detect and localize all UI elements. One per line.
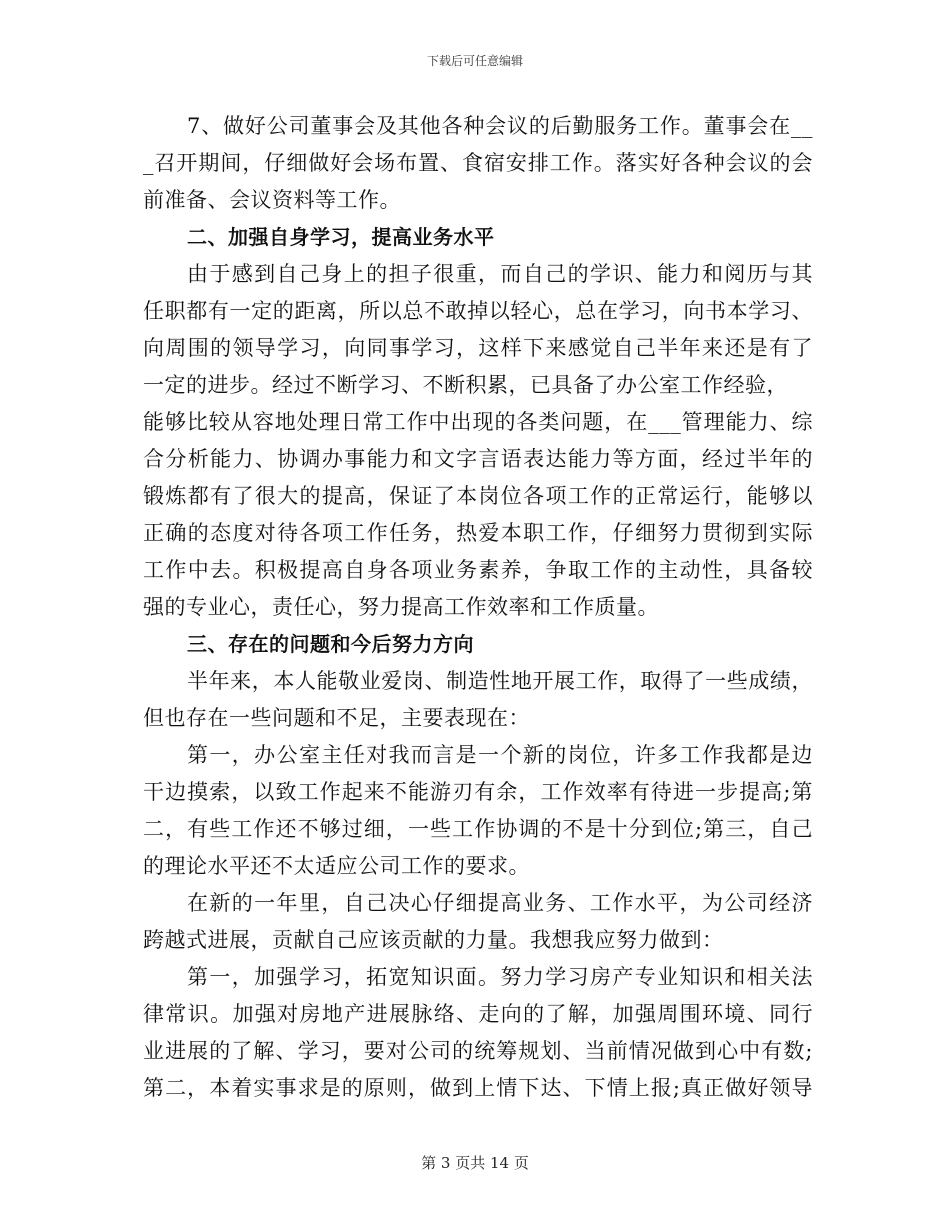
paragraph-line: 第二，本着实事求是的原则，做到上情下达、下情上报;真正做好领导 bbox=[143, 1076, 813, 1100]
paragraph-line: 半年来，本人能敬业爱岗、制造性地开展工作，取得了一些成绩， bbox=[187, 669, 813, 693]
paragraph-line: _召开期间，仔细做好会场布置、食宿安排工作。落实好各种会议的会 bbox=[143, 151, 813, 175]
paragraph-line: 跨越式进展，贡献自己应该贡献的力量。我想我应努力做到： bbox=[143, 928, 724, 952]
paragraph-line: 锻炼都有了很大的提高，保证了本岗位各项工作的正常运行，能够以 bbox=[143, 484, 813, 508]
section-heading: 二、加强自身学习，提高业务水平 bbox=[187, 225, 495, 249]
paragraph-line: 任职都有一定的距离，所以总不敢掉以轻心，总在学习，向书本学习、 bbox=[143, 299, 813, 323]
paragraph-line: 干边摸索，以致工作起来不能游刃有余，工作效率有待进一步提高;第 bbox=[143, 780, 813, 804]
paragraph-line: 由于感到自己身上的担子很重，而自己的学识、能力和阅历与其 bbox=[187, 262, 813, 286]
paragraph-line: 前准备、会议资料等工作。 bbox=[143, 188, 401, 212]
paragraph-line: 工作中去。积极提高自身各项业务素养，争取工作的主动性，具备较 bbox=[143, 558, 813, 582]
paragraph-line: 向周围的领导学习，向同事学习，这样下来感觉自己半年来还是有了 bbox=[143, 336, 813, 360]
section-heading: 三、存在的问题和今后努力方向 bbox=[187, 632, 474, 656]
paragraph-line: 合分析能力、协调办事能力和文字言语表达能力等方面，经过半年的 bbox=[143, 447, 813, 471]
paragraph-line: 律常识。加强对房地产进展脉络、走向的了解，加强周围环境、同行 bbox=[143, 1002, 813, 1026]
paragraph-line: 业进展的了解、学习，要对公司的统筹规划、当前情况做到心中有数; bbox=[143, 1039, 813, 1063]
page-footer: 第 3 页共 14 页 bbox=[421, 1154, 529, 1172]
paragraph-line: 7、做好公司董事会及其他各种会议的后勤服务工作。董事会在__ bbox=[187, 114, 813, 138]
paragraph-line: 第一，办公室主任对我而言是一个新的岗位，许多工作我都是边 bbox=[187, 743, 813, 767]
page-header: 下载后可任意编辑 bbox=[426, 54, 523, 68]
paragraph-line: 的理论水平还不太适应公司工作的要求。 bbox=[143, 854, 530, 878]
paragraph-line: 能够比较从容地处理日常工作中出现的各类问题，在___管理能力、综 bbox=[143, 410, 813, 434]
paragraph-line: 二，有些工作还不够过细，一些工作协调的不是十分到位;第三，自己 bbox=[143, 817, 813, 841]
paragraph-line: 一定的进步。经过不断学习、不断积累，已具备了办公室工作经验， bbox=[143, 373, 788, 397]
paragraph-line: 第一，加强学习，拓宽知识面。努力学习房产专业知识和相关法 bbox=[187, 965, 813, 989]
paragraph-line: 但也存在一些问题和不足，主要表现在： bbox=[143, 706, 530, 730]
document-body bbox=[143, 108, 813, 1107]
paragraph-line: 强的专业心，责任心，努力提高工作效率和工作质量。 bbox=[143, 595, 659, 619]
paragraph-line: 在新的一年里，自己决心仔细提高业务、工作水平，为公司经济 bbox=[187, 891, 813, 915]
paragraph-line: 正确的态度对待各项工作任务，热爱本职工作，仔细努力贯彻到实际 bbox=[143, 521, 813, 545]
